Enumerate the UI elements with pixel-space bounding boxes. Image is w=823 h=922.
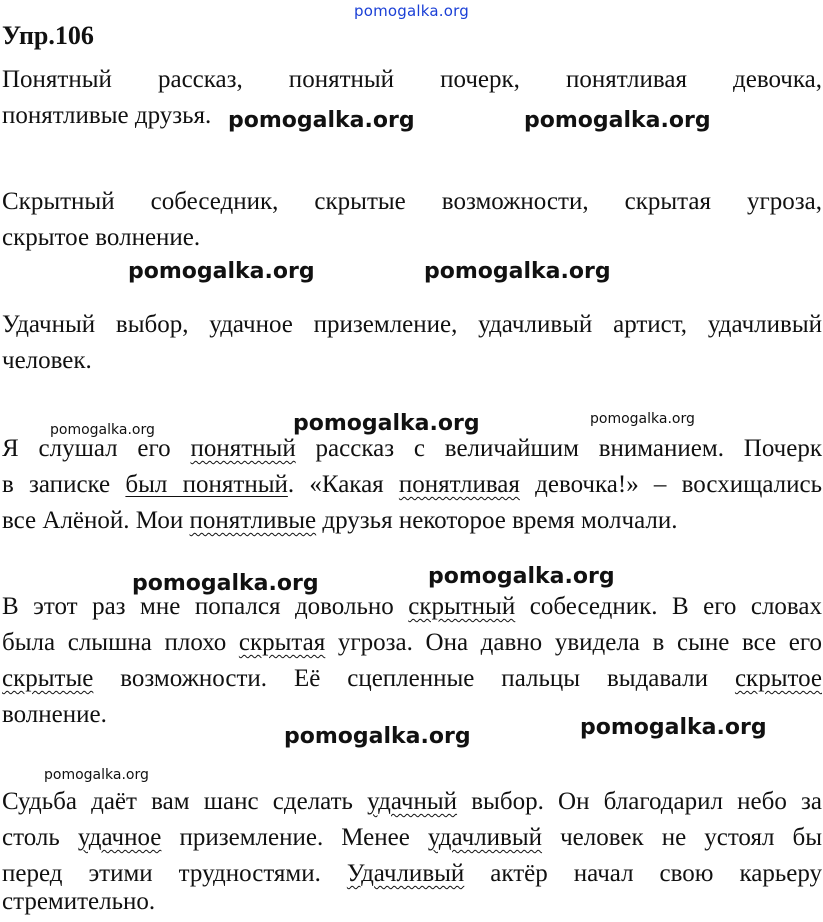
text-line [2,589,822,625]
text-line [2,625,822,661]
underlined-word: понятный [190,435,296,462]
text-line [2,820,822,856]
watermark: pomogalka.org [44,767,149,783]
text-line [2,503,822,539]
text-line: волнение. [2,701,107,728]
text: столь [2,824,78,851]
text: рассказ с величайшим вниманием. Почерк [295,435,822,462]
text-line [2,431,822,467]
text-line: понятливые друзья. [2,102,212,129]
text: в записке [2,471,126,498]
text-line: Понятный рассказ, понятный почерк, понятливая девочка, [2,66,822,93]
text: перед этими трудностями. [2,860,347,887]
watermark: pomogalka.org [428,564,615,589]
text: Судьба даёт вам шанс сделать [2,788,368,815]
text: человек не устоял бы [542,824,822,851]
watermark: pomogalka.org [128,259,315,284]
text: выбор. Он благодарил небо за [457,788,822,815]
watermark: pomogalka.org [284,724,471,749]
text: все Алёной. Мои [2,507,190,534]
underlined-word: Удачливый [346,860,465,887]
text: . «Какая [287,471,399,498]
text: Я слушал его [2,435,191,462]
underlined-word: понятливая [398,471,520,498]
text: актёр начал свою карьеру [464,860,822,887]
watermark: pomogalka.org [580,715,767,740]
text: возможности. Её сцепленные пальцы выдавали [93,665,735,692]
underlined-word: скрытая [238,629,326,656]
text-line: человек. [2,347,92,374]
watermark: pomogalka.org [524,108,711,133]
text: В этот раз мне попался довольно [2,593,409,620]
underlined-word: удачный [367,788,458,815]
watermark: pomogalka.org [50,422,155,438]
text-line: скрытое волнение. [2,224,201,251]
text: была слышна плохо [2,629,239,656]
text: друзья некоторое время молчали. [316,507,678,534]
watermark: pomogalka.org [293,411,480,436]
watermark: pomogalka.org [132,571,319,596]
watermark: pomogalka.org [424,259,611,284]
watermark: pomogalka.org [590,411,695,427]
watermark-top: pomogalka.org [354,2,469,20]
text-line: Удачный выбор, удачное приземление, удачливый артист, удачливый [2,311,822,338]
text-line [2,661,822,697]
text-line [2,784,822,820]
text: собеседник. В его словах [515,593,822,620]
underlined-word: удачливый [427,824,543,851]
underlined-word: скрытный [408,593,516,620]
underlined-word: понятливые [189,507,317,534]
underlined-word: скрытые [2,665,94,692]
text-line [2,467,822,503]
text: приземление. Менее [161,824,428,851]
text: угроза. Она давно увидела в сыне все его [325,629,822,656]
watermark: pomogalka.org [228,108,415,133]
underlined-word: был понятный [125,471,288,498]
underlined-word: удачное [77,824,162,851]
text: девочка!» – восхищались [519,471,822,498]
text-line: стремительно. [2,888,156,915]
text-line: Скрытный собеседник, скрытые возможности, скрытая угроза, [2,188,822,215]
exercise-title: Упр.106 [2,21,94,50]
underlined-word: скрытое [734,665,822,692]
